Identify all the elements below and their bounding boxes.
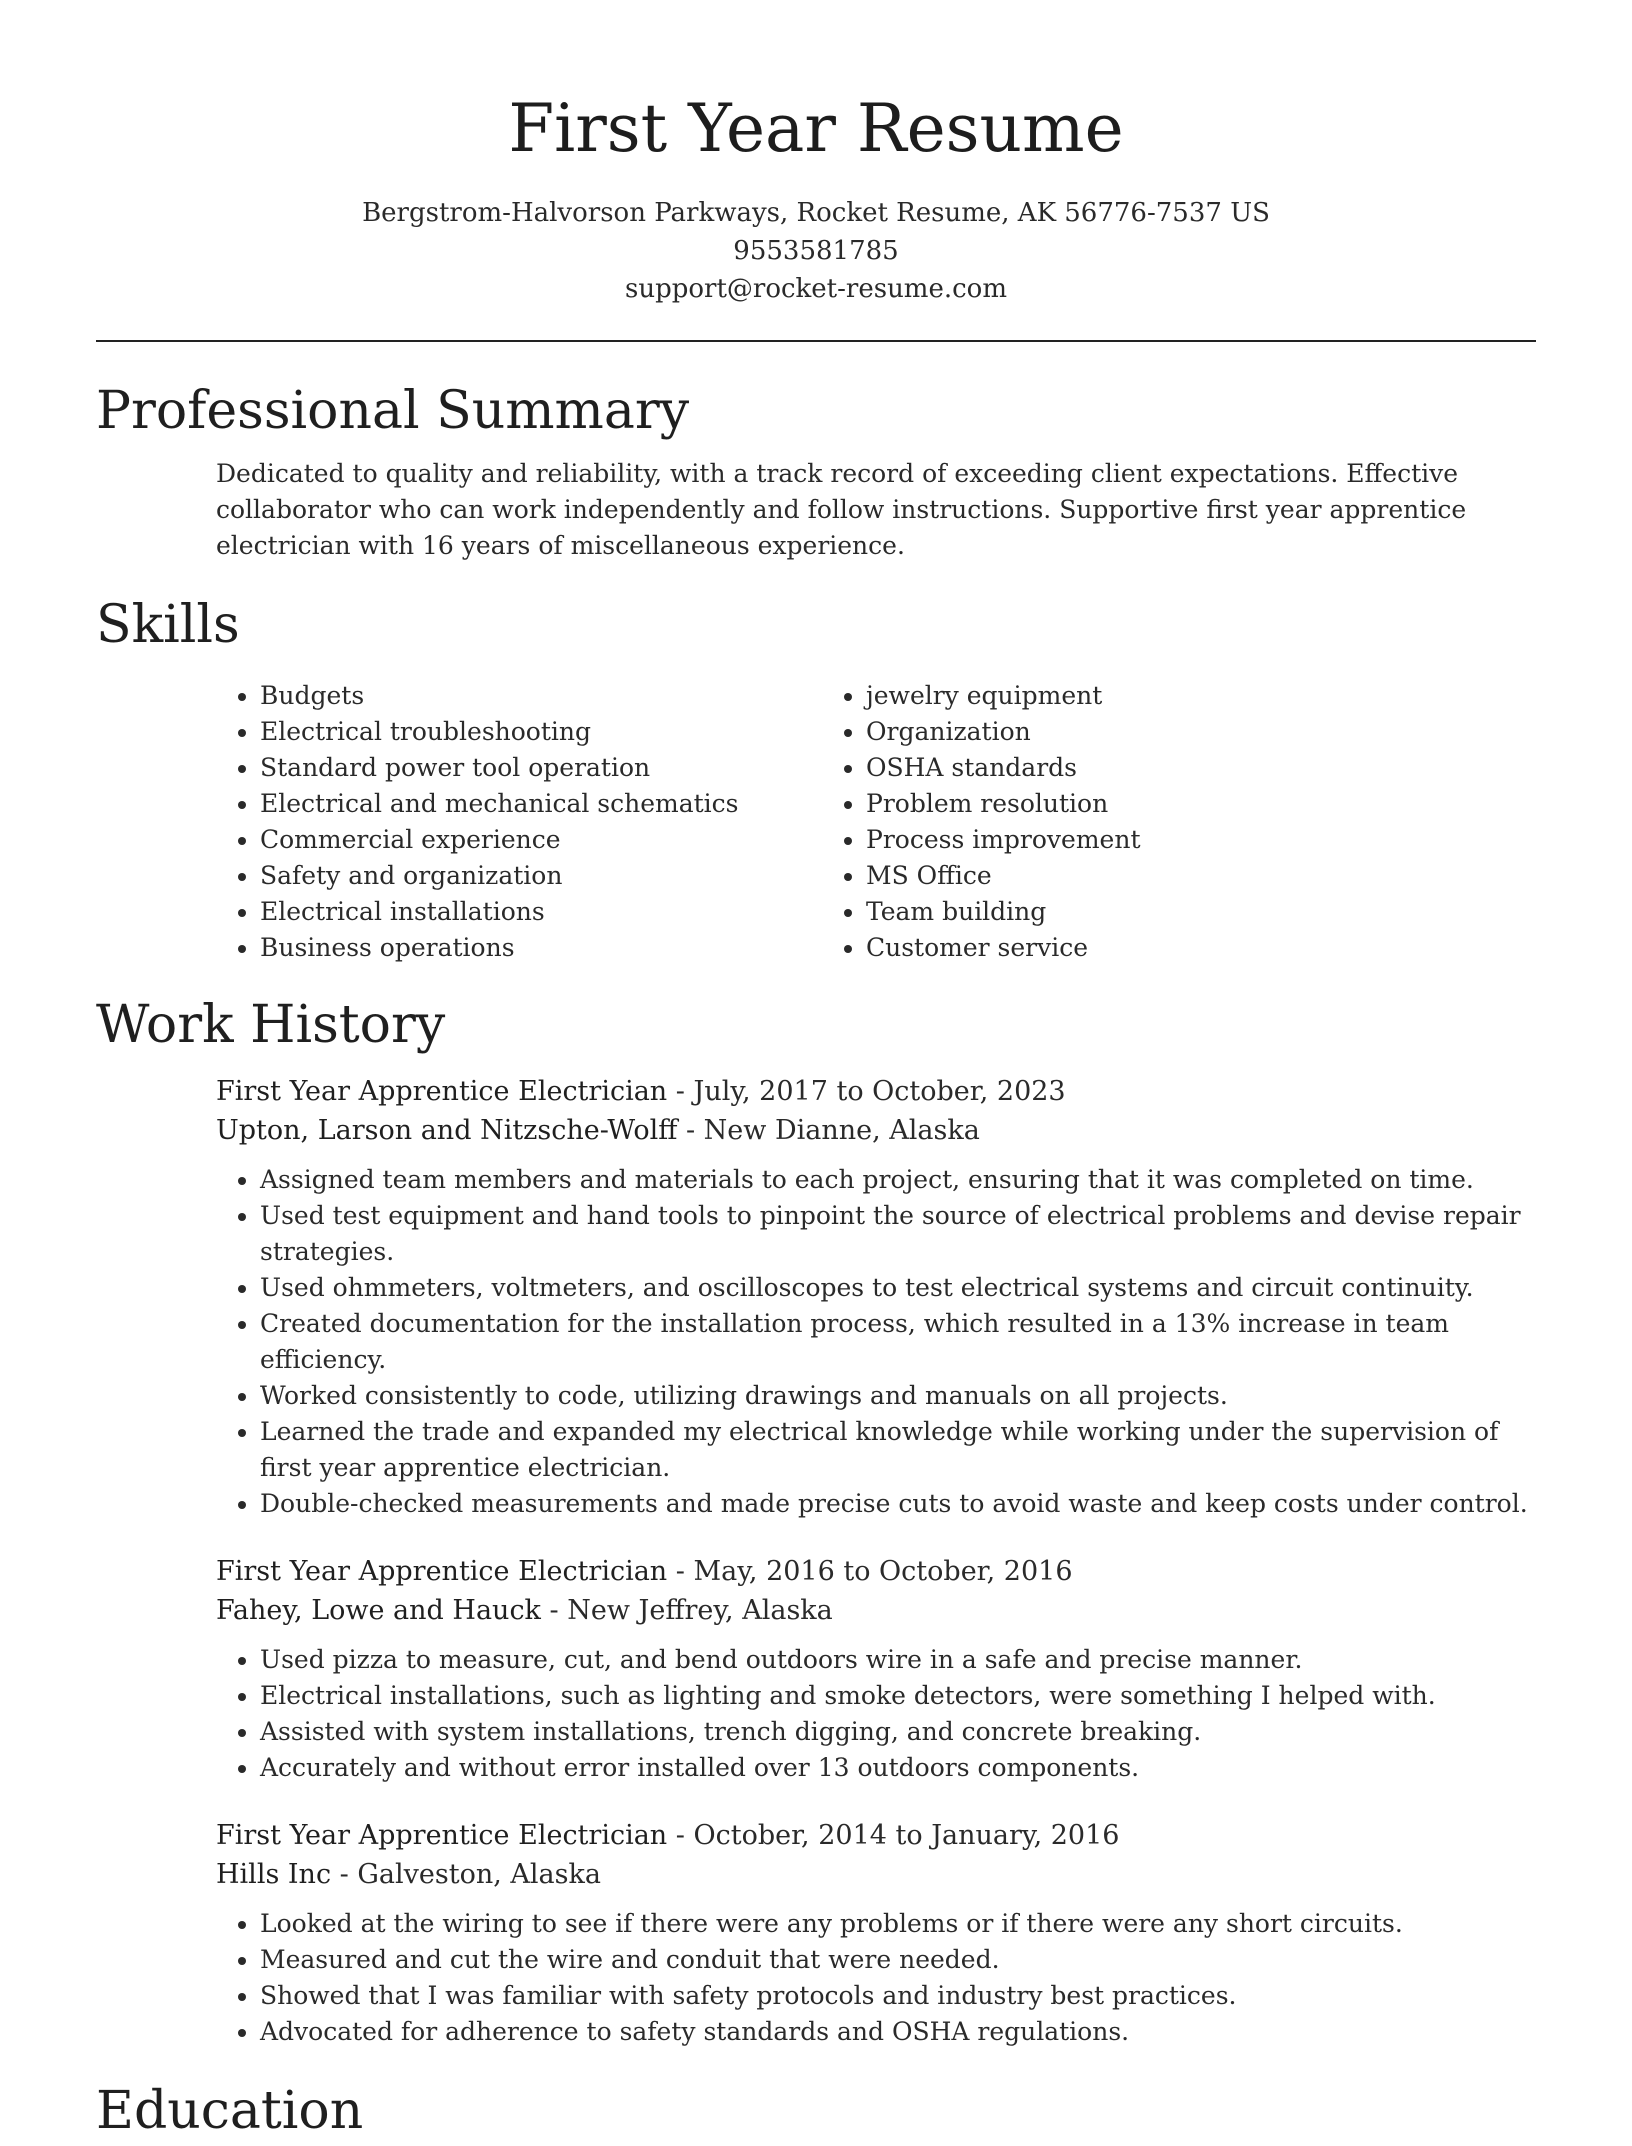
job-title-line — [216, 1816, 1536, 1855]
job-company: Fahey, Lowe and Hauck — [216, 1595, 541, 1626]
job-bullet: • Assisted with system installations, trench digging, and concrete breaking. — [260, 1714, 1536, 1750]
resume-header — [96, 0, 1536, 308]
job-bullet: • Accurately and without error installed over 13 outdoors components. — [260, 1750, 1536, 1786]
job-bullet: • Electrical installations, such as lighting and smoke detectors, were something I helped with. — [260, 1678, 1536, 1714]
email: support@rocket-resume.com — [624, 274, 1007, 304]
job-bullet: • Used test equipment and hand tools to pinpoint the source of electrical problems and devise repair strategies. — [260, 1198, 1536, 1270]
skill-item: • Electrical installations — [260, 894, 822, 930]
job-bullet: • Advocated for adherence to safety standards and OSHA regulations. — [260, 2014, 1536, 2050]
job-company-line — [216, 1111, 1536, 1150]
job-bullet: • Learned the trade and expanded my electrical knowledge while working under the supervision of first year apprentice electrician. — [260, 1414, 1536, 1486]
education-heading: Education — [96, 2081, 364, 2141]
skill-item: • Organization — [866, 714, 1428, 750]
job-dates: - October, 2014 to January, 2016 — [667, 1820, 1120, 1851]
header-divider — [96, 340, 1536, 342]
job-entry — [216, 1816, 1536, 2050]
skills-heading: Skills — [96, 595, 240, 655]
job-bullet: • Assigned team members and materials to each project, ensuring that it was completed on time. — [260, 1162, 1536, 1198]
contact-block — [96, 194, 1536, 308]
skill-item: • Customer service — [866, 930, 1428, 966]
skill-item: • Commercial experience — [260, 822, 822, 858]
job-bullet: • Double-checked measurements and made precise cuts to avoid waste and keep costs under control. — [260, 1486, 1536, 1522]
skill-item: • OSHA standards — [866, 750, 1428, 786]
job-title-line — [216, 1072, 1536, 1111]
skill-item: • Problem resolution — [866, 786, 1428, 822]
summary-heading: Professional Summary — [96, 381, 690, 441]
skills-column-right — [822, 678, 1428, 966]
skills-list — [216, 678, 1536, 966]
skill-item: • Electrical troubleshooting — [260, 714, 822, 750]
job-company: Hills Inc — [216, 1859, 332, 1890]
skill-item: • Process improvement — [866, 822, 1428, 858]
job-bullet: • Used pizza to measure, cut, and bend outdoors wire in a safe and precise manner. — [260, 1642, 1536, 1678]
job-location: - Galveston, Alaska — [331, 1859, 601, 1890]
skill-item: • Business operations — [260, 930, 822, 966]
job-bullet: • Looked at the wiring to see if there were any problems or if there were any short circuits. — [260, 1906, 1536, 1942]
job-bullet: • Measured and cut the wire and conduit that were needed. — [260, 1942, 1536, 1978]
job-location: - New Dianne, Alaska — [677, 1115, 980, 1146]
address: Bergstrom-Halvorson Parkways, Rocket Resume, AK 56776-7537 US — [362, 198, 1270, 228]
summary-text: Dedicated to quality and reliability, with a track record of exceeding client expectations. Effective collaborator who can work independently and follow instructions. Supportive first year apprentice electrician with 16 years of miscellaneous experience. — [216, 459, 1467, 560]
skill-item: • Budgets — [260, 678, 822, 714]
job-bullets — [216, 1162, 1536, 1522]
job-bullet: • Created documentation for the installation process, which resulted in a 13% increase in team efficiency. — [260, 1306, 1536, 1378]
work-history-heading: Work History — [96, 995, 446, 1055]
job-entry — [216, 1552, 1536, 1786]
skills-column-left — [216, 678, 822, 966]
skill-item: • Safety and organization — [260, 858, 822, 894]
job-role: First Year Apprentice Electrician — [216, 1820, 668, 1851]
job-bullet: • Used ohmmeters, voltmeters, and oscilloscopes to test electrical systems and circuit continuity. — [260, 1270, 1536, 1306]
job-bullet: • Worked consistently to code, utilizing drawings and manuals on all projects. — [260, 1378, 1536, 1414]
job-entry — [216, 1072, 1536, 1522]
job-company-line — [216, 1591, 1536, 1630]
job-location: - New Jeffrey, Alaska — [540, 1595, 833, 1626]
job-dates: - May, 2016 to October, 2016 — [667, 1556, 1073, 1587]
job-bullets — [216, 1642, 1536, 1786]
job-bullets — [216, 1906, 1536, 2050]
skill-item: • Electrical and mechanical schematics — [260, 786, 822, 822]
job-dates: - July, 2017 to October, 2023 — [667, 1076, 1066, 1107]
skill-item: • Team building — [866, 894, 1428, 930]
job-bullet: • Showed that I was familiar with safety protocols and industry best practices. — [260, 1978, 1536, 2014]
job-role: First Year Apprentice Electrician — [216, 1556, 668, 1587]
candidate-name: First Year Resume — [508, 90, 1124, 167]
phone: 9553581785 — [733, 236, 899, 266]
job-company: Upton, Larson and Nitzsche-Wolff — [216, 1115, 678, 1146]
skill-item: • MS Office — [866, 858, 1428, 894]
job-role: First Year Apprentice Electrician — [216, 1076, 668, 1107]
job-title-line — [216, 1552, 1536, 1591]
job-company-line — [216, 1855, 1536, 1894]
skill-item: • Standard power tool operation — [260, 750, 822, 786]
skill-item: • jewelry equipment — [866, 678, 1428, 714]
